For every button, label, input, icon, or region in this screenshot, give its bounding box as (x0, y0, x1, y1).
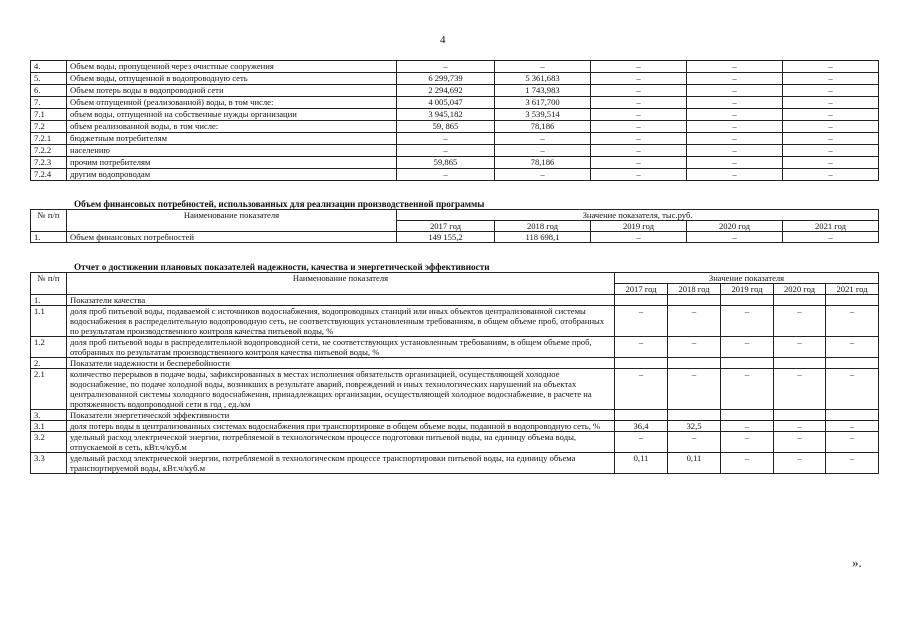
value-cell: – (668, 369, 721, 410)
year-header: 2018 год (668, 284, 721, 295)
value-cell: – (774, 369, 826, 410)
value-cell: – (783, 232, 879, 243)
section-number: 1. (31, 295, 67, 306)
section-title: Показатели надежности и бесперебойности (67, 358, 615, 369)
value-cell: – (721, 306, 774, 337)
value-cell: – (774, 432, 826, 453)
indicators-report-table (30, 272, 879, 474)
value-cell: – (668, 337, 721, 358)
page-number: 4 (440, 34, 446, 46)
empty-cell (826, 295, 879, 306)
value-cell: – (721, 337, 774, 358)
value-cell: – (397, 145, 495, 157)
empty-cell (774, 358, 826, 369)
empty-cell (826, 410, 879, 421)
value-cell: 3 945,182 (397, 109, 495, 121)
empty-cell (668, 295, 721, 306)
indicator-name: объем реализованной воды, в том числе: (67, 121, 397, 133)
row-number: 7.1 (31, 109, 67, 121)
year-header: 2021 год (826, 284, 879, 295)
value-cell: – (591, 169, 687, 181)
column-header-name: Наименование показателя (67, 210, 397, 232)
row-number: 3.2 (31, 432, 67, 453)
value-cell: – (687, 61, 783, 73)
table-row (31, 369, 879, 410)
value-cell: – (591, 145, 687, 157)
value-cell: – (591, 157, 687, 169)
section-title: Показатели качества (67, 295, 615, 306)
row-number: 1.2 (31, 337, 67, 358)
row-number: 5. (31, 73, 67, 85)
indicator-name: доля проб питьевой воды в распределительной водопроводной сети, не соответствующих установленным требованиям, в общем объеме проб, отобранных по результатам производственного контроля качества питьевой воды, % (67, 337, 615, 358)
value-cell: – (615, 337, 668, 358)
empty-cell (721, 295, 774, 306)
water-volume-table-body (31, 61, 879, 181)
value-cell: 32,5 (668, 421, 721, 432)
year-header: 2021 год (783, 221, 879, 232)
empty-cell (668, 410, 721, 421)
empty-cell (615, 295, 668, 306)
row-number: 7.2.2 (31, 145, 67, 157)
empty-cell (826, 358, 879, 369)
indicator-name: Объем воды, пропущенной через очистные сооружения (67, 61, 397, 73)
financial-needs-title: Объем финансовых потребностей, использованных для реализации производственной программы (74, 199, 485, 209)
value-cell: – (397, 169, 495, 181)
row-number: 7.2.1 (31, 133, 67, 145)
section-title: Показатели энергетической эффективности (67, 410, 615, 421)
value-cell: 78,186 (495, 121, 591, 133)
indicator-name: Объем потерь воды в водопроводной сети (67, 85, 397, 97)
value-cell: – (591, 85, 687, 97)
year-header: 2020 год (687, 221, 783, 232)
value-cell: 6 299,739 (397, 73, 495, 85)
section-row (31, 295, 879, 306)
value-cell: – (826, 306, 879, 337)
indicator-name: бюджетным потребителям (67, 133, 397, 145)
table-row (31, 85, 879, 97)
column-header-value: Значение показателя, тыс.руб. (397, 210, 879, 221)
value-cell: – (668, 432, 721, 453)
value-cell: – (591, 97, 687, 109)
value-cell: – (721, 453, 774, 474)
indicators-report-title: Отчет о достижении плановых показателей надежности, качества и энергетической эффективности (74, 262, 490, 272)
indicator-name: количество перерывов в подаче воды, зафиксированных в местах исполнения обязательств организацией, осуществляющей холодное водоснабжение, по подаче холодной воды, возникших в результате аварий, повреждений и иных технологических нарушений на объектах централизованной системы холодного водоснабжения, принадлежащих организации, осуществляющей холодное водоснабжение, в расчете на протяженность водопроводной сети в год , ед./км (67, 369, 615, 410)
table-row (31, 109, 879, 121)
value-cell: – (615, 369, 668, 410)
value-cell: – (687, 232, 783, 243)
year-header: 2017 год (615, 284, 668, 295)
header-row (31, 273, 879, 284)
value-cell: 3 539,514 (495, 109, 591, 121)
value-cell: – (687, 85, 783, 97)
closing-quote-mark: ». (852, 555, 862, 570)
row-number: 3.1 (31, 421, 67, 432)
value-cell: – (687, 121, 783, 133)
value-cell: 0,11 (668, 453, 721, 474)
column-header-number: № п/п (31, 210, 67, 232)
year-header: 2018 год (495, 221, 591, 232)
row-number: 7.2.4 (31, 169, 67, 181)
empty-cell (721, 358, 774, 369)
indicator-name: доля проб питьевой воды, подаваемой с источников водоснабжения, водопроводных станций или иных объектов централизованной системы водоснабжения в распределительную водопроводную сеть, не соответствующих установленным требованиям, в общем объеме проб, отобранных по результатам производственного контроля качества питьевой воды, % (67, 306, 615, 337)
row-number: 7. (31, 97, 67, 109)
value-cell: – (591, 61, 687, 73)
table-row (31, 169, 879, 181)
value-cell: – (774, 337, 826, 358)
table-row (31, 145, 879, 157)
empty-cell (774, 410, 826, 421)
column-header-value: Значение показателя (615, 273, 879, 284)
section-row (31, 410, 879, 421)
year-header: 2017 год (397, 221, 495, 232)
value-cell: 0,11 (615, 453, 668, 474)
table-row (31, 306, 879, 337)
value-cell: – (591, 73, 687, 85)
value-cell: – (591, 232, 687, 243)
year-header: 2019 год (591, 221, 687, 232)
section-row (31, 358, 879, 369)
value-cell: – (783, 121, 879, 133)
row-number: 1. (31, 232, 67, 243)
value-cell: – (687, 133, 783, 145)
value-cell: 59,865 (397, 157, 495, 169)
table-row (31, 337, 879, 358)
empty-cell (668, 358, 721, 369)
value-cell: – (591, 121, 687, 133)
value-cell: – (687, 169, 783, 181)
financial-needs-table (30, 209, 879, 243)
value-cell: – (615, 432, 668, 453)
row-number: 2.1 (31, 369, 67, 410)
value-cell: 149 155,2 (397, 232, 495, 243)
row-number: 1.1 (31, 306, 67, 337)
value-cell: – (783, 73, 879, 85)
value-cell: 118 698,1 (495, 232, 591, 243)
indicator-name: доля потерь воды в централизованных системах водоснабжения при транспортировке в общем объеме воды, поданной в водопроводную сеть, % (67, 421, 615, 432)
table-row (31, 157, 879, 169)
value-cell: 2 294,692 (397, 85, 495, 97)
row-number: 4. (31, 61, 67, 73)
value-cell: 59, 865 (397, 121, 495, 133)
row-number: 3.3 (31, 453, 67, 474)
value-cell: – (783, 61, 879, 73)
value-cell: – (783, 109, 879, 121)
empty-cell (774, 295, 826, 306)
value-cell: – (783, 85, 879, 97)
value-cell: – (687, 145, 783, 157)
indicator-name: объем воды, отпущенной на собственные нужды организации (67, 109, 397, 121)
indicator-name: другим водопроводам (67, 169, 397, 181)
indicator-name: удельный расход электрической энергии, потребляемой в технологическом процессе транспортировки питьевой воды, на единицу объема транспортируемой воды, кВт.ч/куб.м (67, 453, 615, 474)
row-number: 6. (31, 85, 67, 97)
indicators-report-table-body (31, 295, 879, 474)
value-cell: – (774, 453, 826, 474)
table-row (31, 453, 879, 474)
value-cell: – (495, 169, 591, 181)
value-cell: – (495, 61, 591, 73)
column-header-number: № п/п (31, 273, 67, 295)
empty-cell (615, 410, 668, 421)
financial-needs-table-body (31, 232, 879, 243)
value-cell: 3 617,700 (495, 97, 591, 109)
value-cell: 5 361,683 (495, 73, 591, 85)
value-cell: – (826, 369, 879, 410)
table-row (31, 133, 879, 145)
value-cell: – (495, 133, 591, 145)
table-row (31, 432, 879, 453)
indicator-name: удельный расход электрической энергии, потребляемой в технологическом процессе подготовки питьевой воды, на единицу объема воды, отпускаемой в сеть, кВт.ч/куб.м (67, 432, 615, 453)
table-row (31, 61, 879, 73)
table-row (31, 73, 879, 85)
value-cell: – (826, 432, 879, 453)
value-cell: – (783, 97, 879, 109)
table-row (31, 232, 879, 243)
value-cell: – (783, 133, 879, 145)
value-cell: – (668, 306, 721, 337)
value-cell: – (783, 157, 879, 169)
value-cell: – (591, 133, 687, 145)
value-cell: – (721, 432, 774, 453)
value-cell: – (774, 306, 826, 337)
value-cell: – (826, 453, 879, 474)
value-cell: – (721, 369, 774, 410)
value-cell: 1 743,983 (495, 85, 591, 97)
value-cell: – (774, 421, 826, 432)
row-number: 7.2.3 (31, 157, 67, 169)
row-number: 7.2 (31, 121, 67, 133)
value-cell: – (591, 109, 687, 121)
water-volume-table (30, 60, 879, 181)
indicator-name: Объем финансовых потребностей (67, 232, 397, 243)
empty-cell (615, 358, 668, 369)
table-row (31, 121, 879, 133)
year-header: 2020 год (774, 284, 826, 295)
indicator-name: Объем отпущенной (реализованной) воды, в том числе: (67, 97, 397, 109)
indicator-name: населению (67, 145, 397, 157)
year-header: 2019 год (721, 284, 774, 295)
table-row (31, 421, 879, 432)
value-cell: – (826, 337, 879, 358)
value-cell: – (826, 421, 879, 432)
value-cell: – (721, 421, 774, 432)
value-cell: – (687, 157, 783, 169)
value-cell: – (687, 73, 783, 85)
value-cell: – (687, 109, 783, 121)
value-cell: – (783, 169, 879, 181)
section-number: 2. (31, 358, 67, 369)
section-number: 3. (31, 410, 67, 421)
header-row (31, 210, 879, 221)
indicator-name: прочим потребителям (67, 157, 397, 169)
value-cell: 78,186 (495, 157, 591, 169)
table-row (31, 97, 879, 109)
value-cell: – (783, 145, 879, 157)
value-cell: 36,4 (615, 421, 668, 432)
value-cell: – (495, 145, 591, 157)
value-cell: – (615, 306, 668, 337)
column-header-name: Наименование показателя (67, 273, 615, 295)
value-cell: 4 005,047 (397, 97, 495, 109)
value-cell: – (687, 97, 783, 109)
indicator-name: Объем воды, отпущенной в водопроводную сеть (67, 73, 397, 85)
value-cell: – (397, 61, 495, 73)
empty-cell (721, 410, 774, 421)
value-cell: – (397, 133, 495, 145)
